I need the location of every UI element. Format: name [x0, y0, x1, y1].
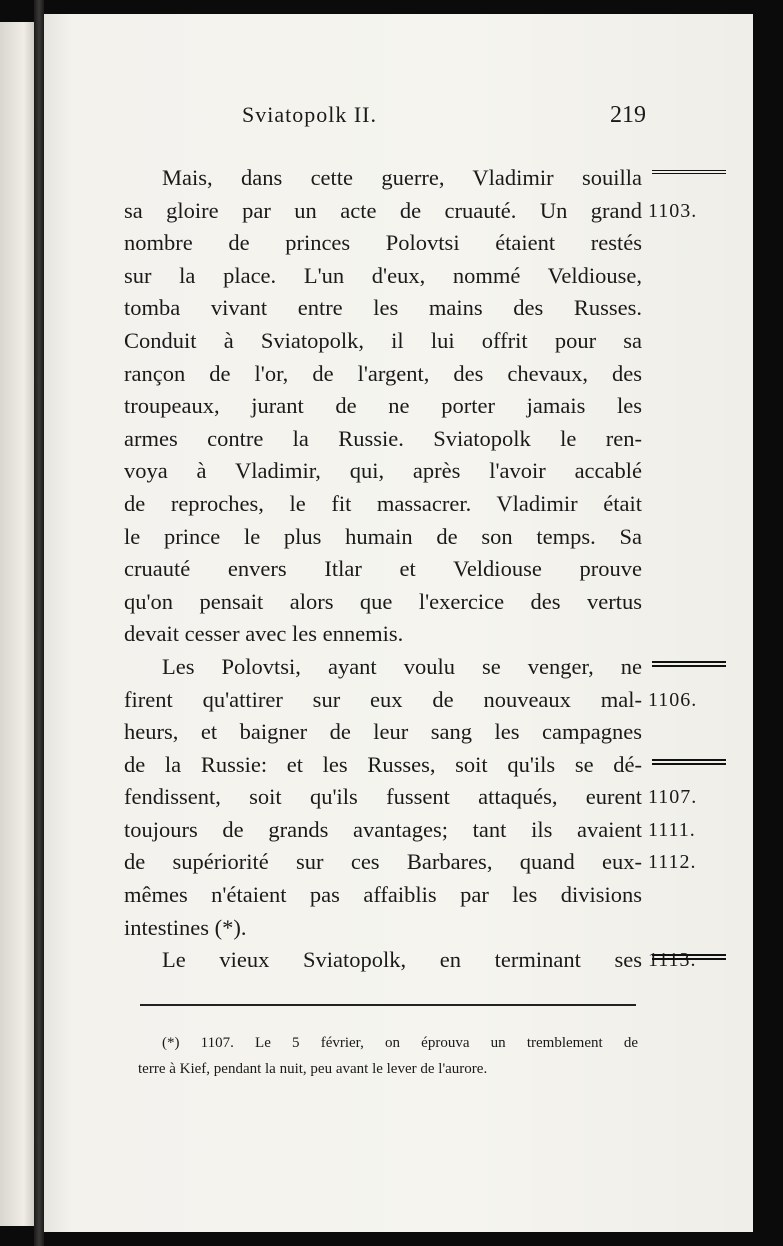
- text-line-content: voya à Vladimir, qui, après l'avoir accablé: [124, 458, 642, 484]
- scan-edge: [753, 0, 783, 1246]
- text-line: [124, 521, 642, 554]
- text-line: [124, 423, 642, 456]
- text-line: [124, 390, 642, 423]
- margin-year: 1113.: [648, 949, 697, 972]
- margin-year: 1107.: [648, 786, 698, 809]
- text-line-content: troupeaux, jurant de ne porter jamais les: [124, 393, 642, 419]
- text-line: [124, 618, 642, 651]
- book-page: [44, 14, 753, 1232]
- footnote-line: (*) 1107. Le 5 février, on éprouva un tremblement de: [162, 1035, 638, 1051]
- text-line: [124, 358, 642, 391]
- footnote-rule: [140, 1004, 636, 1006]
- margin-year: 1112.: [648, 851, 697, 874]
- running-header: [230, 102, 646, 134]
- book-gutter: [34, 0, 44, 1246]
- text-line-content: intestines (*).: [124, 914, 247, 940]
- text-line-content: nombre de princes Polovtsi étaient restés: [124, 230, 642, 256]
- text-line-content: mêmes n'étaient pas affaiblis par les divisions: [124, 882, 642, 908]
- text-line-content: sur la place. L'un d'eux, nommé Veldiouse,: [124, 262, 642, 288]
- text-line-content: fendissent, soit qu'ils fussent attaqués, eurent: [124, 784, 642, 810]
- text-line-content: cruauté envers Itlar et Veldiouse prouve: [124, 556, 642, 582]
- text-line-content: rançon de l'or, de l'argent, des chevaux, des: [124, 360, 642, 386]
- text-line-content: sa gloire par un acte de cruauté. Un grand: [124, 197, 642, 223]
- margin-rule: [652, 954, 726, 960]
- text-line: [124, 292, 642, 325]
- text-line-content: qu'on pensait alors que l'exercice des vertus: [124, 588, 642, 614]
- text-line-content: Conduit à Sviatopolk, il lui offrit pour sa: [124, 327, 642, 353]
- facing-page-edge: [0, 22, 34, 1226]
- text-line: [124, 260, 642, 293]
- text-line-content: tomba vivant entre les mains des Russes.: [124, 295, 642, 321]
- text-line: [124, 195, 698, 228]
- page-number: 219: [610, 102, 646, 128]
- text-line-content: Les Polovtsi, ayant voulu se venger, ne: [162, 653, 642, 679]
- text-line: [124, 488, 642, 521]
- text-line-content: de la Russie: et les Russes, soit qu'ils se dé-: [124, 751, 642, 777]
- text-line: [124, 781, 698, 814]
- text-line: [124, 162, 642, 195]
- text-line-content: de supériorité sur ces Barbares, quand eux-: [124, 849, 642, 875]
- text-line: [124, 325, 642, 358]
- text-line-content: de reproches, le fit massacrer. Vladimir était: [124, 490, 642, 516]
- text-line: [124, 912, 642, 945]
- margin-rule: [652, 759, 726, 765]
- text-line-content: Mais, dans cette guerre, Vladimir souilla: [162, 165, 642, 190]
- text-line-content: le prince le plus humain de son temps. Sa: [124, 523, 642, 549]
- text-line-content: firent qu'attirer sur eux de nouveaux mal-: [124, 686, 642, 712]
- text-line: [124, 684, 698, 717]
- text-line: [124, 586, 642, 619]
- text-line: [124, 651, 642, 684]
- text-line: [124, 879, 642, 912]
- text-line-content: armes contre la Russie. Sviatopolk le ren-: [124, 425, 642, 451]
- text-line: [124, 227, 642, 260]
- body-text: [124, 162, 698, 977]
- text-line-content: heurs, et baigner de leur sang les campagnes: [124, 719, 642, 745]
- text-line: [124, 814, 696, 847]
- margin-year: 1111.: [648, 818, 696, 841]
- margin-year: 1103.: [648, 199, 698, 222]
- text-line: [124, 749, 642, 782]
- text-line: [124, 455, 642, 488]
- text-line: [124, 553, 642, 586]
- text-line-content: devait cesser avec les ennemis.: [124, 621, 404, 647]
- text-line-content: toujours de grands avantages; tant ils avaient: [124, 816, 642, 842]
- text-line: [124, 716, 642, 749]
- text-line-content: Le vieux Sviatopolk, en terminant ses: [162, 947, 642, 973]
- text-line: [124, 846, 697, 879]
- margin-year: 1106.: [648, 688, 698, 711]
- margin-rule: [652, 661, 726, 667]
- margin-rule: [652, 170, 726, 174]
- footnote-line: terre à Kief, pendant la nuit, peu avant le lever de l'aurore.: [138, 1061, 488, 1077]
- text-line: [124, 944, 697, 977]
- running-title: Sviatopolk II.: [242, 102, 377, 127]
- footnotes: [138, 1030, 638, 1082]
